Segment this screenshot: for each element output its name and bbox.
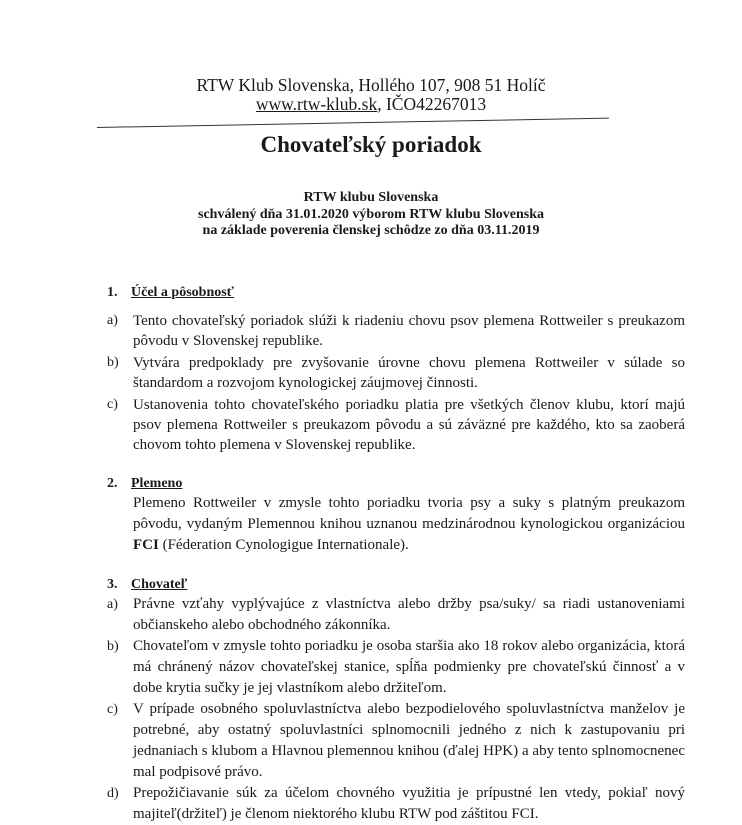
item-marker: c) — [107, 397, 118, 412]
section-3-heading — [107, 576, 685, 594]
section-2 — [107, 475, 685, 556]
subtitle-line-1: RTW klubu Slovenska — [303, 190, 439, 205]
section-2-heading — [107, 475, 685, 493]
section-1-item-b — [107, 353, 685, 393]
ico-number: IČO42267013 — [385, 94, 487, 114]
section-title: Chovateľ — [131, 577, 188, 592]
section-1-item-a — [107, 311, 685, 351]
section-1 — [107, 284, 685, 455]
item-marker: c) — [107, 702, 118, 717]
item-text: Tento chovateľský poriadok slúži k riadeniu chovu psov plemena Rottweiler s preukazom pôvodu v Slovenskej republike. — [133, 313, 685, 349]
section-3-item-a — [107, 594, 685, 636]
section-1-item-c — [107, 395, 685, 455]
section-3-item-d — [107, 783, 685, 825]
document-title: Chovateľský poriadok — [260, 132, 482, 157]
item-text: Právne vzťahy vyplývajúce z vlastníctva alebo držby psa/suky/ sa riadi ustanoveniami občianskeho alebo obchodného zákonníka. — [133, 596, 685, 633]
section-title: Účel a pôsobnosť — [131, 285, 234, 300]
document-subtitle — [0, 190, 742, 240]
item-marker: b) — [107, 355, 119, 370]
club-contact — [0, 95, 742, 113]
section-1-heading — [107, 284, 685, 302]
item-text: Vytvára predpoklady pre zvyšovanie úrovne chovu plemena Rottweiler v súlade so štandardom a rozvojom kynologickej záujmovej činnosti. — [133, 355, 685, 391]
header-divider — [97, 118, 609, 128]
item-text: Ustanovenia tohto chovateľského poriadku platia pre všetkých členov klubu, ktorí majú psov plemena Rottweiler s preukazom pôvodu a sú záväzné pre každého, kto sa zaoberá chovom tohto plemena v Slovenskej republike. — [133, 397, 685, 453]
subtitle-line-2: schválený dňa 31.01.2020 výborom RTW klubu Slovenska — [198, 206, 544, 222]
item-marker: b) — [107, 639, 119, 654]
item-text: Prepožičiavanie súk za účelom chovného využitia je prípustné len vtedy, pokiaľ nový majiteľ(držiteľ) je členom niektorého klubu RTW pod záštitou FCI. — [133, 785, 685, 822]
subtitle-line-3: na základe poverenia členskej schôdze zo dňa 03.11.2019 — [202, 223, 540, 238]
section-number: 2. — [107, 476, 118, 491]
item-marker: a) — [107, 597, 118, 612]
club-address: RTW Klub Slovenska, Hollého 107, 908 51 Holíč — [196, 75, 546, 95]
item-text: Chovateľom v zmysle tohto poriadku je osoba staršia ako 18 rokov alebo organizácia, ktorá má chránený názov chovateľskej stanice, spĺňa podmienky pre chovateľskú činnosť a v dobe krytia sučky je jej vlastníkom alebo držiteľom. — [133, 638, 685, 696]
section-title: Plemeno — [131, 476, 183, 491]
section-number: 1. — [107, 285, 118, 300]
section-2-paragraph — [107, 493, 685, 556]
section-number: 3. — [107, 577, 118, 592]
item-text: V prípade osobného spoluvlastníctva alebo bezpodielového spoluvlastníctva manželov je potrebné, aby ostatný spoluvlastníci splnomocnili jedného z nich k zastupovaniu pri jednaniach s klubom a Hlavnou plemennou knihou (ďalej HPK) a aby tento splnomocnenec mal podpisové právo. — [133, 701, 685, 780]
paragraph-text: Plemeno Rottweiler v zmysle tohto poriadku tvoria psy a suky s platným preukazom pôvodu, vydaným Plemennou knihou uznanou medzinárodnou kynologickou organizáciou — [133, 495, 685, 532]
section-3-item-b — [107, 636, 685, 699]
section-3 — [107, 576, 685, 825]
paragraph-text-end: (Féderation Cynologigue Internationale). — [158, 537, 409, 553]
website-link[interactable]: www.rtw-klub.sk — [255, 94, 378, 114]
item-marker: d) — [107, 786, 119, 801]
document-body — [107, 284, 685, 825]
section-3-item-c — [107, 699, 685, 783]
separator: , — [377, 94, 386, 114]
item-marker: a) — [107, 313, 118, 328]
fci-abbreviation: FCI — [133, 537, 159, 553]
